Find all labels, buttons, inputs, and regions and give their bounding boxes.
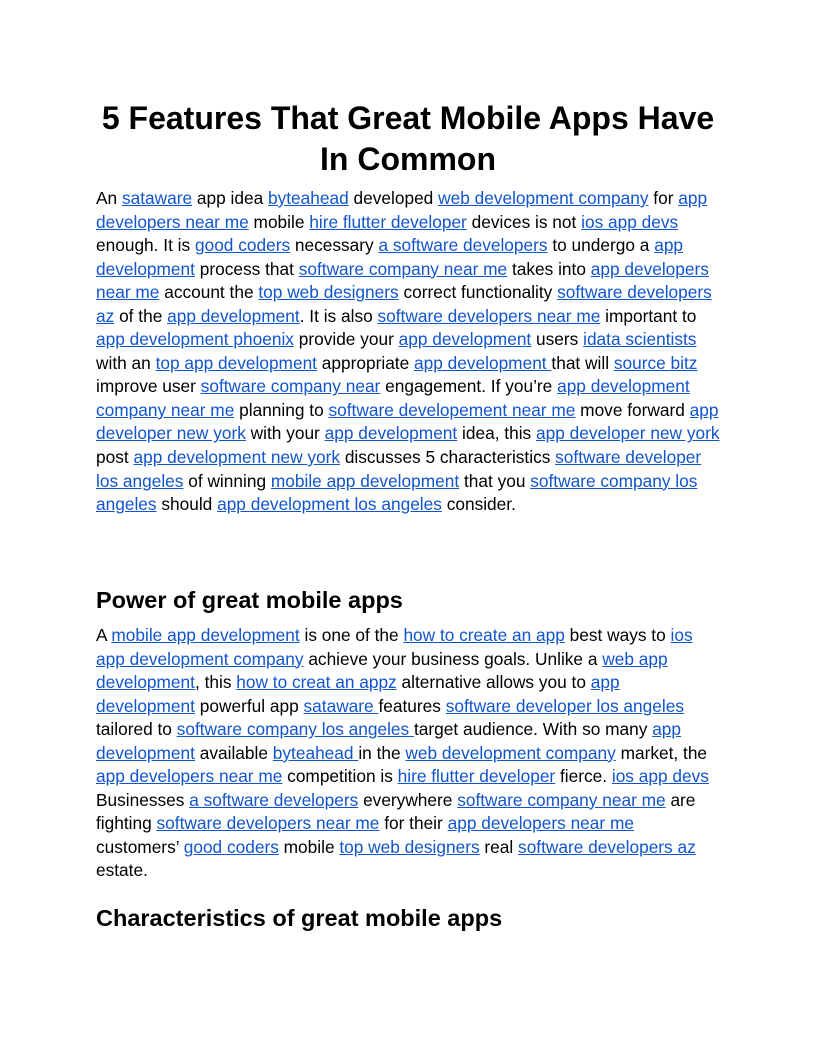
paragraph-text: competition is bbox=[282, 766, 398, 787]
inline-link[interactable]: software developers near me bbox=[156, 813, 380, 834]
inline-link[interactable]: idata scientists bbox=[583, 329, 697, 350]
inline-link[interactable]: a software developers bbox=[189, 789, 359, 810]
paragraph-text: customers’ bbox=[96, 836, 184, 857]
inline-link[interactable]: a software developers bbox=[378, 235, 548, 256]
paragraph-text: to undergo a bbox=[547, 235, 655, 256]
paragraph-text: mobile bbox=[248, 211, 310, 232]
inline-link[interactable]: hire flutter developer bbox=[309, 211, 467, 232]
paragraph-text: app idea bbox=[192, 188, 268, 208]
inline-link[interactable]: app development new york bbox=[133, 447, 341, 468]
paragraph-text: for bbox=[648, 188, 679, 208]
page-title: 5 Features That Great Mobile Apps Have In Common bbox=[101, 100, 715, 177]
paragraph-text: important to bbox=[600, 305, 697, 326]
inline-link[interactable]: software company near me bbox=[457, 789, 666, 810]
paragraph-text: target audience. With so many bbox=[413, 719, 653, 740]
paragraph-text: of winning bbox=[183, 470, 271, 491]
paragraph-text: achieve your business goals. Unlike a bbox=[303, 648, 603, 669]
paragraph-text: post bbox=[96, 447, 134, 468]
inline-link[interactable]: mobile app development bbox=[270, 470, 460, 491]
paragraph-text: in the bbox=[358, 742, 406, 763]
inline-link[interactable]: byteahead bbox=[272, 742, 359, 763]
paragraph-text: necessary bbox=[290, 235, 379, 256]
paragraph-text: are fighting bbox=[96, 789, 696, 834]
inline-link[interactable]: software developer los angeles bbox=[445, 695, 684, 716]
inline-link[interactable]: mobile app development bbox=[111, 625, 300, 645]
inline-link[interactable]: how to creat an appz bbox=[236, 672, 397, 693]
inline-link[interactable]: app developers near me bbox=[96, 766, 283, 787]
paragraph-text: for their bbox=[379, 813, 448, 834]
paragraph-text: developed bbox=[348, 188, 439, 208]
inline-link[interactable]: ios app devs bbox=[581, 211, 679, 232]
inline-link[interactable]: app developer new york bbox=[536, 423, 720, 444]
inline-link[interactable]: top web designers bbox=[258, 282, 399, 303]
inline-link[interactable]: software company near bbox=[200, 376, 381, 397]
paragraph-text: available bbox=[194, 742, 273, 763]
paragraph-text: enough. It is bbox=[96, 235, 195, 256]
paragraph-text: market, the bbox=[615, 742, 708, 763]
inline-link[interactable]: app development bbox=[414, 352, 552, 373]
inline-link[interactable]: how to create an app bbox=[403, 625, 565, 645]
paragraph-text: with an bbox=[96, 352, 156, 373]
paragraph-text: should bbox=[156, 494, 218, 515]
inline-link[interactable]: web app development bbox=[96, 648, 668, 693]
section-heading-characteristics: Characteristics of great mobile apps bbox=[96, 905, 503, 931]
inline-link[interactable]: hire flutter developer bbox=[397, 766, 556, 787]
inline-link[interactable]: good coders bbox=[194, 235, 291, 256]
paragraph-text: is one of the bbox=[299, 625, 404, 645]
inline-link[interactable]: web development company bbox=[438, 188, 649, 208]
paragraph-text: everywhere bbox=[358, 789, 458, 810]
paragraph-text: fierce. bbox=[555, 766, 612, 787]
inline-link[interactable]: app development bbox=[96, 672, 620, 716]
paragraph-text: planning to bbox=[234, 399, 329, 420]
inline-link[interactable]: app developers near me bbox=[447, 813, 634, 834]
inline-link[interactable]: software developement near me bbox=[328, 399, 576, 420]
inline-link[interactable]: ios app development company bbox=[96, 625, 693, 669]
paragraph-text: users bbox=[531, 329, 584, 350]
paragraph-text: estate. bbox=[96, 860, 148, 881]
paragraph-text: mobile bbox=[278, 836, 340, 857]
paragraph-text: move forward bbox=[575, 399, 690, 420]
inline-link[interactable]: app development bbox=[324, 423, 458, 444]
inline-link[interactable]: software developers az bbox=[96, 282, 712, 326]
paragraph-text: best ways to bbox=[564, 625, 671, 645]
inline-link[interactable]: app development bbox=[96, 719, 682, 763]
paragraph-text: alternative allows you to bbox=[396, 672, 591, 693]
paragraph-text: A bbox=[96, 625, 112, 645]
paragraph-text: that you bbox=[459, 470, 531, 491]
inline-link[interactable]: app development phoenix bbox=[96, 329, 294, 350]
paragraph-text: features bbox=[378, 695, 446, 716]
inline-link[interactable]: byteahead bbox=[268, 188, 349, 208]
paragraph-text: consider. bbox=[441, 494, 516, 515]
inline-link[interactable]: source bitz bbox=[613, 352, 698, 373]
paragraph-text: tailored to bbox=[96, 719, 177, 740]
paragraph-text: process that bbox=[194, 258, 299, 279]
paragraph-text: devices is not bbox=[466, 211, 582, 232]
inline-link[interactable]: app development company near me bbox=[96, 376, 690, 420]
inline-link[interactable]: top web designers bbox=[339, 836, 480, 857]
section-heading-power: Power of great mobile apps bbox=[96, 587, 403, 613]
paragraph-text: Businesses bbox=[96, 789, 190, 810]
paragraph-text: improve user bbox=[96, 376, 201, 397]
inline-link[interactable]: software developer los angeles bbox=[96, 447, 702, 491]
paragraph-text: idea, this bbox=[457, 423, 536, 444]
inline-link[interactable]: web development company bbox=[405, 742, 616, 763]
inline-link[interactable]: software company los angeles bbox=[96, 470, 698, 515]
paragraph-text: takes into bbox=[507, 258, 591, 279]
inline-link[interactable]: app developers near me bbox=[96, 188, 708, 232]
intro-paragraph bbox=[96, 187, 720, 517]
paragraph-text: with your bbox=[245, 423, 325, 444]
paragraph-text: An bbox=[96, 188, 122, 208]
inline-link[interactable]: sataware bbox=[121, 188, 193, 208]
inline-link[interactable]: sataware bbox=[303, 695, 379, 716]
inline-link[interactable]: app development bbox=[398, 329, 532, 350]
inline-link[interactable]: app development bbox=[96, 235, 684, 279]
paragraph-text: provide your bbox=[293, 329, 399, 350]
paragraph-text: of the bbox=[114, 305, 168, 326]
inline-link[interactable]: top app development bbox=[155, 352, 317, 373]
inline-link[interactable]: good coders bbox=[183, 836, 279, 857]
paragraph-text: account the bbox=[159, 282, 259, 303]
inline-link[interactable]: software company near me bbox=[298, 258, 508, 279]
inline-link[interactable]: software developers near me bbox=[377, 305, 601, 326]
paragraph-text: engagement. If you’re bbox=[380, 376, 558, 397]
inline-link[interactable]: app developers near me bbox=[96, 258, 709, 303]
power-paragraph bbox=[96, 624, 720, 883]
inline-link[interactable]: app developer new york bbox=[96, 399, 719, 444]
paragraph-text: , this bbox=[194, 672, 237, 693]
inline-link[interactable]: software company los angeles bbox=[176, 719, 414, 740]
paragraph-text: real bbox=[479, 836, 519, 857]
paragraph-text: . It is also bbox=[299, 305, 378, 326]
paragraph-text: that will bbox=[551, 352, 614, 373]
inline-link[interactable]: ios app devs bbox=[611, 766, 709, 787]
inline-link[interactable]: app development bbox=[167, 305, 300, 326]
paragraph-text: discusses 5 characteristics bbox=[340, 447, 556, 468]
inline-link[interactable]: app development los angeles bbox=[217, 494, 442, 515]
paragraph-text: appropriate bbox=[316, 352, 415, 373]
paragraph-text: powerful app bbox=[194, 695, 304, 716]
paragraph-text: correct functionality bbox=[398, 282, 558, 303]
inline-link[interactable]: software developers az bbox=[518, 836, 696, 857]
